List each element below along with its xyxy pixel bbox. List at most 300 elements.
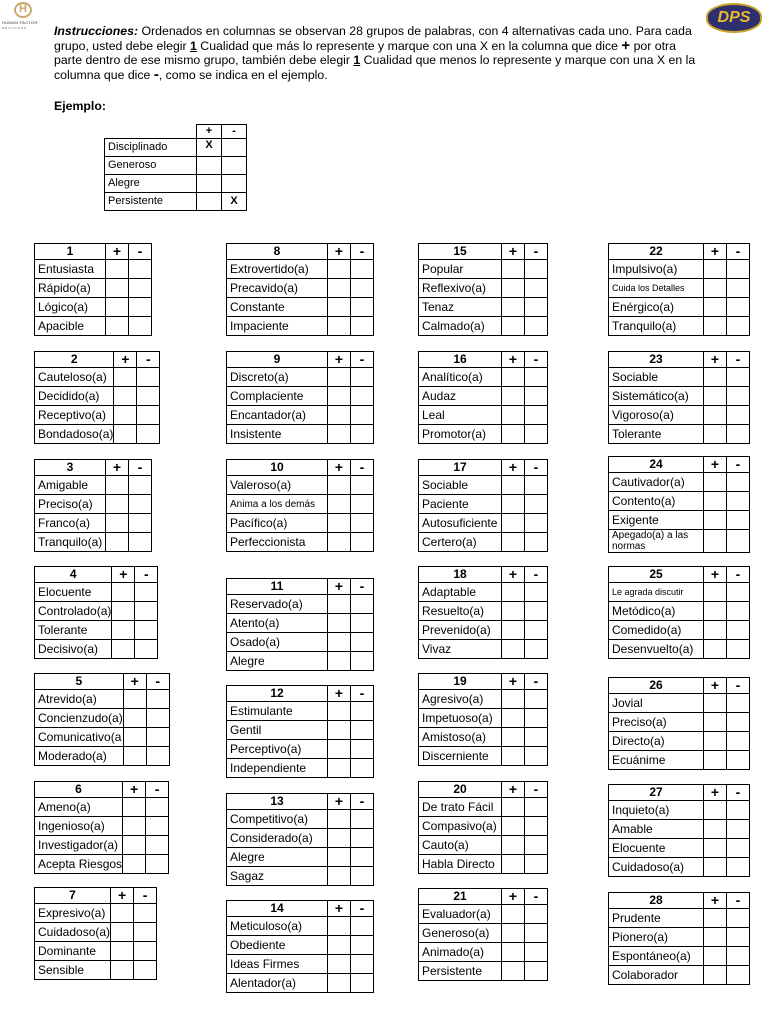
minus-checkbox-cell[interactable] <box>727 473 750 492</box>
minus-checkbox-cell[interactable] <box>129 514 152 533</box>
plus-checkbox-cell[interactable] <box>328 936 351 955</box>
group-table-16 <box>418 351 548 444</box>
minus-checkbox-cell[interactable] <box>137 406 160 425</box>
plus-checkbox-cell[interactable] <box>704 801 727 820</box>
minus-checkbox-cell[interactable] <box>525 728 548 747</box>
group-table-25 <box>608 566 750 659</box>
minus-checkbox-cell[interactable] <box>525 583 548 602</box>
minus-checkbox-cell[interactable] <box>727 640 750 659</box>
minus-checkbox-cell[interactable] <box>525 836 548 855</box>
plus-checkbox-cell[interactable] <box>704 406 727 425</box>
plus-checkbox-cell[interactable] <box>502 298 525 317</box>
group-word: Animado(a) <box>419 943 502 962</box>
minus-checkbox-cell[interactable] <box>525 260 548 279</box>
group-word: Amigable <box>35 476 106 495</box>
minus-header: - <box>351 794 374 810</box>
plus-checkbox-cell[interactable] <box>502 690 525 709</box>
plus-checkbox-cell[interactable] <box>502 836 525 855</box>
minus-checkbox-cell[interactable] <box>727 583 750 602</box>
minus-checkbox-cell[interactable] <box>525 855 548 874</box>
plus-checkbox-cell[interactable] <box>111 904 134 923</box>
plus-checkbox-cell[interactable] <box>328 476 351 495</box>
minus-checkbox-cell[interactable] <box>525 621 548 640</box>
group-number: 26 <box>609 678 704 694</box>
minus-header: - <box>525 889 548 905</box>
group-word: Considerado(a) <box>227 829 328 848</box>
minus-checkbox-cell[interactable] <box>727 317 750 336</box>
minus-checkbox-cell[interactable] <box>351 721 374 740</box>
plus-checkbox-cell[interactable] <box>502 495 525 514</box>
plus-checkbox-cell[interactable] <box>704 621 727 640</box>
minus-checkbox-cell[interactable] <box>351 514 374 533</box>
minus-checkbox-cell[interactable] <box>525 817 548 836</box>
group-word: Pionero(a) <box>609 928 704 947</box>
plus-checkbox-cell[interactable] <box>328 917 351 936</box>
minus-header: - <box>351 686 374 702</box>
group-word: Estimulante <box>227 702 328 721</box>
minus-checkbox-cell[interactable] <box>351 533 374 552</box>
plus-checkbox-cell[interactable] <box>502 924 525 943</box>
plus-checkbox-cell[interactable] <box>704 947 727 966</box>
minus-checkbox-cell[interactable] <box>525 905 548 924</box>
plus-checkbox-cell[interactable] <box>111 923 134 942</box>
minus-checkbox-cell[interactable] <box>525 962 548 981</box>
minus-checkbox-cell[interactable] <box>525 279 548 298</box>
plus-checkbox-cell[interactable] <box>106 317 129 336</box>
minus-checkbox-cell[interactable] <box>727 387 750 406</box>
plus-checkbox-cell[interactable] <box>704 317 727 336</box>
plus-checkbox-cell[interactable] <box>502 747 525 766</box>
plus-checkbox-cell[interactable] <box>328 633 351 652</box>
minus-checkbox-cell[interactable] <box>525 514 548 533</box>
group-word: Impulsivo(a) <box>609 260 704 279</box>
minus-checkbox-cell[interactable] <box>351 279 374 298</box>
minus-checkbox-cell[interactable] <box>137 387 160 406</box>
group-word: Rápido(a) <box>35 279 106 298</box>
group-table-20 <box>418 781 548 874</box>
minus-checkbox-cell[interactable] <box>146 747 169 766</box>
plus-checkbox-cell[interactable] <box>106 514 129 533</box>
plus-checkbox-cell[interactable] <box>704 387 727 406</box>
minus-checkbox-cell[interactable] <box>351 633 374 652</box>
group-word: Valeroso(a) <box>227 476 328 495</box>
plus-checkbox-cell[interactable] <box>704 530 727 553</box>
plus-checkbox-cell[interactable] <box>328 759 351 778</box>
minus-checkbox-cell[interactable] <box>135 621 158 640</box>
group-word: Gentil <box>227 721 328 740</box>
group-word: Dominante <box>35 942 111 961</box>
minus-checkbox-cell[interactable] <box>525 690 548 709</box>
plus-checkbox-cell[interactable] <box>704 751 727 770</box>
minus-checkbox-cell[interactable] <box>525 368 548 387</box>
plus-checkbox-cell[interactable] <box>123 690 146 709</box>
group-word: Jovial <box>609 694 704 713</box>
plus-header: + <box>502 244 525 260</box>
plus-checkbox-cell[interactable] <box>502 317 525 336</box>
minus-checkbox-cell[interactable] <box>525 476 548 495</box>
minus-checkbox-cell[interactable] <box>727 909 750 928</box>
minus-checkbox-cell[interactable] <box>129 317 152 336</box>
plus-checkbox-cell[interactable] <box>704 298 727 317</box>
minus-checkbox-cell[interactable] <box>727 966 750 985</box>
plus-checkbox-cell[interactable] <box>704 694 727 713</box>
plus-checkbox-cell[interactable] <box>123 728 146 747</box>
minus-checkbox-cell[interactable] <box>525 298 548 317</box>
minus-checkbox-cell[interactable] <box>146 836 169 855</box>
plus-checkbox-cell[interactable] <box>114 406 137 425</box>
group-word: Cuidadoso(a) <box>609 858 704 877</box>
plus-checkbox-cell[interactable] <box>114 425 137 444</box>
plus-checkbox-cell[interactable] <box>328 317 351 336</box>
group-word: Receptivo(a) <box>35 406 114 425</box>
group-word: Atento(a) <box>227 614 328 633</box>
minus-checkbox-cell[interactable] <box>134 961 157 980</box>
minus-checkbox-cell[interactable] <box>146 817 169 836</box>
plus-checkbox-cell[interactable] <box>704 820 727 839</box>
plus-checkbox-cell[interactable] <box>704 966 727 985</box>
minus-checkbox-cell[interactable] <box>351 425 374 444</box>
minus-checkbox-cell[interactable] <box>727 839 750 858</box>
plus-checkbox-cell[interactable] <box>111 961 134 980</box>
example-minus-cell <box>222 175 247 193</box>
group-word: Expresivo(a) <box>35 904 111 923</box>
minus-checkbox-cell[interactable] <box>129 476 152 495</box>
minus-checkbox-cell[interactable] <box>351 476 374 495</box>
minus-checkbox-cell[interactable] <box>129 533 152 552</box>
plus-checkbox-cell[interactable] <box>328 533 351 552</box>
minus-checkbox-cell[interactable] <box>727 928 750 947</box>
group-word: Evaluador(a) <box>419 905 502 924</box>
group-number: 17 <box>419 460 502 476</box>
plus-checkbox-cell[interactable] <box>502 905 525 924</box>
minus-header: - <box>727 352 750 368</box>
plus-checkbox-cell[interactable] <box>123 709 146 728</box>
plus-checkbox-cell[interactable] <box>502 640 525 659</box>
group-number: 23 <box>609 352 704 368</box>
plus-checkbox-cell[interactable] <box>704 473 727 492</box>
plus-checkbox-cell[interactable] <box>704 640 727 659</box>
minus-header: - <box>525 460 548 476</box>
plus-checkbox-cell[interactable] <box>704 928 727 947</box>
minus-checkbox-cell[interactable] <box>146 798 169 817</box>
minus-checkbox-cell[interactable] <box>351 368 374 387</box>
minus-checkbox-cell[interactable] <box>727 298 750 317</box>
plus-checkbox-cell[interactable] <box>328 810 351 829</box>
plus-checkbox-cell[interactable] <box>502 602 525 621</box>
plus-checkbox-cell[interactable] <box>704 732 727 751</box>
plus-header: + <box>328 794 351 810</box>
minus-checkbox-cell[interactable] <box>135 640 158 659</box>
minus-checkbox-cell[interactable] <box>727 751 750 770</box>
group-table-8 <box>226 243 374 336</box>
minus-checkbox-cell[interactable] <box>351 740 374 759</box>
plus-checkbox-cell[interactable] <box>328 495 351 514</box>
minus-checkbox-cell[interactable] <box>351 595 374 614</box>
minus-checkbox-cell[interactable] <box>727 820 750 839</box>
plus-header: + <box>123 782 146 798</box>
minus-checkbox-cell[interactable] <box>351 317 374 336</box>
plus-checkbox-cell[interactable] <box>328 955 351 974</box>
minus-checkbox-cell[interactable] <box>146 709 169 728</box>
minus-checkbox-cell[interactable] <box>525 495 548 514</box>
plus-checkbox-cell[interactable] <box>328 368 351 387</box>
plus-header: + <box>111 888 134 904</box>
plus-checkbox-cell[interactable] <box>704 909 727 928</box>
plus-checkbox-cell[interactable] <box>114 387 137 406</box>
minus-checkbox-cell[interactable] <box>135 602 158 621</box>
group-word: Sociable <box>419 476 502 495</box>
group-word: Controlado(a) <box>35 602 112 621</box>
plus-checkbox-cell[interactable] <box>502 387 525 406</box>
group-table-7 <box>34 887 157 980</box>
plus-checkbox-cell[interactable] <box>328 702 351 721</box>
plus-checkbox-cell[interactable] <box>328 829 351 848</box>
plus-checkbox-cell[interactable] <box>704 279 727 298</box>
plus-checkbox-cell[interactable] <box>502 621 525 640</box>
plus-checkbox-cell[interactable] <box>123 747 146 766</box>
minus-checkbox-cell[interactable] <box>727 492 750 511</box>
plus-checkbox-cell[interactable] <box>111 942 134 961</box>
plus-checkbox-cell[interactable] <box>328 260 351 279</box>
minus-header: - <box>727 457 750 473</box>
plus-checkbox-cell[interactable] <box>328 514 351 533</box>
group-word: Perceptivo(a) <box>227 740 328 759</box>
group-word: Preciso(a) <box>609 713 704 732</box>
plus-checkbox-cell[interactable] <box>502 817 525 836</box>
minus-checkbox-cell[interactable] <box>351 848 374 867</box>
plus-checkbox-cell[interactable] <box>328 652 351 671</box>
minus-header: - <box>525 782 548 798</box>
plus-checkbox-cell[interactable] <box>123 836 146 855</box>
plus-checkbox-cell[interactable] <box>502 260 525 279</box>
minus-checkbox-cell[interactable] <box>351 917 374 936</box>
plus-checkbox-cell[interactable] <box>328 298 351 317</box>
minus-checkbox-cell[interactable] <box>129 495 152 514</box>
minus-checkbox-cell[interactable] <box>146 855 169 874</box>
minus-header: - <box>135 567 158 583</box>
plus-checkbox-cell[interactable] <box>123 855 146 874</box>
plus-checkbox-cell[interactable] <box>704 713 727 732</box>
plus-checkbox-cell[interactable] <box>328 406 351 425</box>
minus-checkbox-cell[interactable] <box>525 387 548 406</box>
minus-checkbox-cell[interactable] <box>727 530 750 553</box>
minus-checkbox-cell[interactable] <box>351 810 374 829</box>
plus-header: + <box>502 567 525 583</box>
minus-checkbox-cell[interactable] <box>351 936 374 955</box>
group-word: Inquieto(a) <box>609 801 704 820</box>
minus-checkbox-cell[interactable] <box>727 732 750 751</box>
minus-header: - <box>351 460 374 476</box>
minus-checkbox-cell[interactable] <box>135 583 158 602</box>
plus-checkbox-cell[interactable] <box>502 368 525 387</box>
plus-checkbox-cell[interactable] <box>328 425 351 444</box>
plus-checkbox-cell[interactable] <box>704 602 727 621</box>
plus-checkbox-cell[interactable] <box>328 279 351 298</box>
group-table-21 <box>418 888 548 981</box>
minus-checkbox-cell[interactable] <box>351 495 374 514</box>
group-word: Metódico(a) <box>609 602 704 621</box>
minus-checkbox-cell[interactable] <box>727 621 750 640</box>
plus-checkbox-cell[interactable] <box>123 798 146 817</box>
plus-checkbox-cell[interactable] <box>106 279 129 298</box>
group-number: 8 <box>227 244 328 260</box>
plus-checkbox-cell[interactable] <box>328 740 351 759</box>
example-plus-cell <box>197 157 222 175</box>
minus-checkbox-cell[interactable] <box>134 942 157 961</box>
plus-checkbox-cell[interactable] <box>114 368 137 387</box>
minus-checkbox-cell[interactable] <box>727 801 750 820</box>
minus-checkbox-cell[interactable] <box>134 904 157 923</box>
minus-checkbox-cell[interactable] <box>351 955 374 974</box>
minus-checkbox-cell[interactable] <box>525 406 548 425</box>
minus-checkbox-cell[interactable] <box>727 368 750 387</box>
minus-header: - <box>525 674 548 690</box>
plus-checkbox-cell[interactable] <box>704 368 727 387</box>
group-table-6 <box>34 781 169 874</box>
plus-checkbox-cell[interactable] <box>328 387 351 406</box>
plus-checkbox-cell[interactable] <box>502 709 525 728</box>
minus-checkbox-cell[interactable] <box>351 759 374 778</box>
plus-checkbox-cell[interactable] <box>328 614 351 633</box>
plus-header: + <box>704 352 727 368</box>
plus-checkbox-cell[interactable] <box>106 476 129 495</box>
minus-checkbox-cell[interactable] <box>146 728 169 747</box>
minus-checkbox-cell[interactable] <box>525 924 548 943</box>
plus-checkbox-cell[interactable] <box>704 583 727 602</box>
plus-checkbox-cell[interactable] <box>502 855 525 874</box>
minus-checkbox-cell[interactable] <box>727 279 750 298</box>
plus-checkbox-cell[interactable] <box>502 406 525 425</box>
plus-checkbox-cell[interactable] <box>502 962 525 981</box>
minus-checkbox-cell[interactable] <box>525 602 548 621</box>
plus-header: + <box>114 352 137 368</box>
minus-checkbox-cell[interactable] <box>137 425 160 444</box>
plus-checkbox-cell[interactable] <box>502 514 525 533</box>
minus-checkbox-cell[interactable] <box>351 406 374 425</box>
minus-checkbox-cell[interactable] <box>727 858 750 877</box>
group-word: Directo(a) <box>609 732 704 751</box>
plus-checkbox-cell[interactable] <box>704 858 727 877</box>
minus-checkbox-cell[interactable] <box>727 425 750 444</box>
minus-checkbox-cell[interactable] <box>727 511 750 530</box>
group-word: Cautivador(a) <box>609 473 704 492</box>
plus-checkbox-cell[interactable] <box>328 867 351 886</box>
minus-checkbox-cell[interactable] <box>351 867 374 886</box>
plus-checkbox-cell[interactable] <box>704 425 727 444</box>
plus-checkbox-cell[interactable] <box>502 425 525 444</box>
plus-checkbox-cell[interactable] <box>106 495 129 514</box>
minus-checkbox-cell[interactable] <box>351 614 374 633</box>
minus-checkbox-cell[interactable] <box>351 387 374 406</box>
minus-checkbox-cell[interactable] <box>727 947 750 966</box>
minus-checkbox-cell[interactable] <box>137 368 160 387</box>
plus-checkbox-cell[interactable] <box>704 260 727 279</box>
group-word: Certero(a) <box>419 533 502 552</box>
example-word: Disciplinado <box>105 139 197 157</box>
minus-checkbox-cell[interactable] <box>525 943 548 962</box>
minus-checkbox-cell[interactable] <box>727 406 750 425</box>
minus-checkbox-cell[interactable] <box>146 690 169 709</box>
plus-checkbox-cell[interactable] <box>502 279 525 298</box>
minus-checkbox-cell[interactable] <box>351 974 374 993</box>
plus-checkbox-cell[interactable] <box>704 492 727 511</box>
plus-checkbox-cell[interactable] <box>502 476 525 495</box>
group-number: 3 <box>35 460 106 476</box>
plus-checkbox-cell[interactable] <box>328 848 351 867</box>
example-word: Generoso <box>105 157 197 175</box>
minus-header: - <box>525 244 548 260</box>
group-word: Leal <box>419 406 502 425</box>
plus-checkbox-cell[interactable] <box>502 533 525 552</box>
group-word: Impetuoso(a) <box>419 709 502 728</box>
group-word: Desenvuelto(a) <box>609 640 704 659</box>
plus-checkbox-cell[interactable] <box>112 621 135 640</box>
minus-checkbox-cell[interactable] <box>525 640 548 659</box>
minus-checkbox-cell[interactable] <box>129 260 152 279</box>
minus-checkbox-cell[interactable] <box>525 533 548 552</box>
group-word: Reflexivo(a) <box>419 279 502 298</box>
minus-checkbox-cell[interactable] <box>351 260 374 279</box>
minus-checkbox-cell[interactable] <box>727 602 750 621</box>
group-table-18 <box>418 566 548 659</box>
plus-checkbox-cell[interactable] <box>112 602 135 621</box>
plus-checkbox-cell[interactable] <box>502 798 525 817</box>
minus-checkbox-cell[interactable] <box>525 425 548 444</box>
plus-checkbox-cell[interactable] <box>502 943 525 962</box>
group-word: Vivaz <box>419 640 502 659</box>
plus-checkbox-cell[interactable] <box>328 721 351 740</box>
plus-header: + <box>328 352 351 368</box>
minus-checkbox-cell[interactable] <box>351 702 374 721</box>
group-word: Autosuficiente <box>419 514 502 533</box>
plus-checkbox-cell[interactable] <box>704 839 727 858</box>
group-word: Sensible <box>35 961 111 980</box>
minus-checkbox-cell[interactable] <box>525 317 548 336</box>
group-word: Alegre <box>227 848 328 867</box>
group-number: 18 <box>419 567 502 583</box>
human-factor-logo <box>2 2 46 32</box>
plus-checkbox-cell[interactable] <box>112 640 135 659</box>
minus-checkbox-cell[interactable] <box>727 713 750 732</box>
plus-checkbox-cell[interactable] <box>106 298 129 317</box>
minus-header: - <box>351 579 374 595</box>
minus-checkbox-cell[interactable] <box>351 298 374 317</box>
plus-checkbox-cell[interactable] <box>112 583 135 602</box>
minus-checkbox-cell[interactable] <box>727 260 750 279</box>
plus-checkbox-cell[interactable] <box>502 583 525 602</box>
minus-checkbox-cell[interactable] <box>525 798 548 817</box>
plus-checkbox-cell[interactable] <box>328 974 351 993</box>
group-word: Precavido(a) <box>227 279 328 298</box>
group-number: 21 <box>419 889 502 905</box>
plus-checkbox-cell[interactable] <box>328 595 351 614</box>
minus-checkbox-cell[interactable] <box>351 652 374 671</box>
group-number: 4 <box>35 567 112 583</box>
minus-checkbox-cell[interactable] <box>351 829 374 848</box>
plus-checkbox-cell[interactable] <box>502 728 525 747</box>
minus-checkbox-cell[interactable] <box>727 694 750 713</box>
group-word: Entusiasta <box>35 260 106 279</box>
minus-checkbox-cell[interactable] <box>129 298 152 317</box>
minus-checkbox-cell[interactable] <box>129 279 152 298</box>
plus-checkbox-cell[interactable] <box>106 533 129 552</box>
plus-checkbox-cell[interactable] <box>123 817 146 836</box>
plus-checkbox-cell[interactable] <box>106 260 129 279</box>
plus-checkbox-cell[interactable] <box>704 511 727 530</box>
minus-checkbox-cell[interactable] <box>134 923 157 942</box>
minus-checkbox-cell[interactable] <box>525 747 548 766</box>
minus-checkbox-cell[interactable] <box>525 709 548 728</box>
